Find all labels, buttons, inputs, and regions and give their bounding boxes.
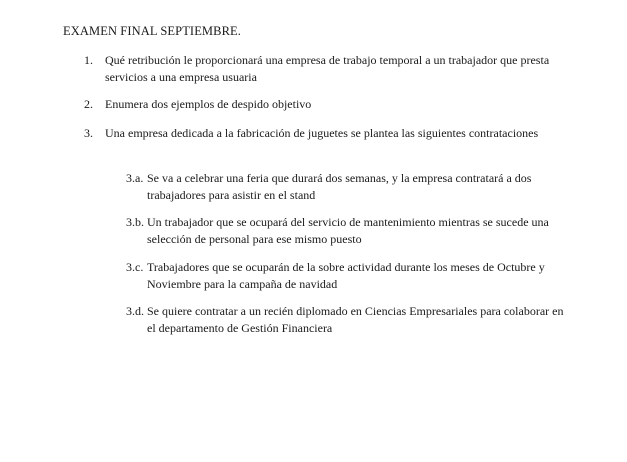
question-3 <box>84 125 564 142</box>
subquestion-3b <box>126 214 566 248</box>
subquestion-3a <box>126 170 566 204</box>
exam-title: EXAMEN FINAL SEPTIEMBRE. <box>63 24 241 38</box>
question-text: Enumera dos ejemplos de despido objetivo <box>105 97 312 111</box>
subquestion-3c <box>126 259 566 293</box>
subquestion-text: Se quiere contratar a un recién diplomado en Ciencias Empresariales para colaborar en el departamento de Gestión Financiera <box>147 304 564 335</box>
subquestion-number: 3.b. <box>126 215 144 229</box>
question-number: 1. <box>84 53 93 67</box>
question-1 <box>84 52 564 86</box>
subquestion-number: 3.a. <box>126 171 144 185</box>
subquestion-number: 3.d. <box>126 304 144 318</box>
subquestion-number: 3.c. <box>126 260 144 274</box>
subquestion-3d <box>126 303 566 337</box>
question-2 <box>84 96 564 113</box>
question-number: 3. <box>84 126 93 140</box>
question-number: 2. <box>84 97 93 111</box>
question-text: Qué retribución le proporcionará una empresa de trabajo temporal a un trabajador que presta servicios a una empresa usuaria <box>105 53 550 84</box>
subquestion-text: Un trabajador que se ocupará del servicio de mantenimiento mientras se sucede una selección de personal para ese mismo puesto <box>147 215 549 246</box>
subquestion-text: Trabajadores que se ocuparán de la sobre actividad durante los meses de Octubre y Noviembre para la campaña de navidad <box>147 260 545 291</box>
subquestion-text: Se va a celebrar una feria que durará dos semanas, y la empresa contratará a dos trabajadores para asistir en el stand <box>147 171 532 202</box>
question-text: Una empresa dedicada a la fabricación de juguetes se plantea las siguientes contrataciones <box>105 126 539 140</box>
